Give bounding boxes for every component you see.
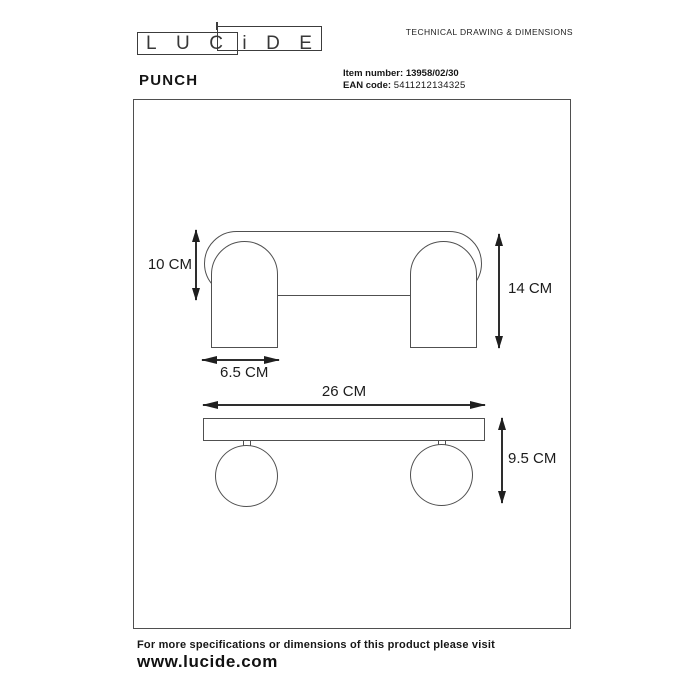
front-view-spot-left: [211, 241, 278, 348]
dim-arrow-9-5cm: [501, 418, 503, 503]
dim-arrow-14cm: [498, 234, 500, 348]
logo-letter: i: [242, 33, 247, 54]
footer-note: For more specifications or dimensions of this product please visit: [137, 639, 495, 651]
website-link[interactable]: www.lucide.com: [137, 652, 278, 671]
logo-letter: D: [266, 33, 280, 54]
drawing-border: [133, 99, 571, 629]
dim-label-9-5cm: 9.5 CM: [508, 450, 557, 467]
item-number-value: 13958/02/30: [405, 68, 459, 79]
top-view-sphere-right: [410, 444, 473, 506]
dim-arrow-6-5cm: [202, 359, 279, 361]
item-number-label: Item number:: [343, 68, 404, 79]
logo-letter: E: [299, 33, 312, 54]
dim-arrow-26cm: [203, 404, 485, 406]
logo-letter: C: [209, 33, 223, 54]
dim-label-10cm: 10 CM: [147, 256, 192, 273]
ean-value: 5411212134325: [393, 80, 466, 92]
ean-label: EAN code:: [343, 80, 392, 92]
dim-label-26cm: 26 CM: [321, 383, 367, 400]
logo-c-tick-icon: [216, 22, 218, 30]
top-view-base-bar: [203, 418, 485, 441]
dim-label-6-5cm: 6.5 CM: [220, 364, 269, 381]
logo-wordmark: [146, 32, 312, 54]
top-view-sphere-left: [215, 445, 278, 507]
dim-label-14cm: 14 CM: [508, 280, 553, 297]
page-title: TECHNICAL DRAWING & DIMENSIONS: [405, 27, 573, 37]
dim-arrow-10cm: [195, 230, 197, 300]
product-name: PUNCH: [139, 72, 199, 89]
front-view-spot-right: [410, 241, 477, 348]
logo-letter: U: [176, 33, 190, 54]
ean-row: [343, 80, 466, 92]
item-info-block: [343, 68, 466, 92]
item-number-row: [343, 68, 466, 80]
logo-letter: L: [146, 33, 157, 54]
